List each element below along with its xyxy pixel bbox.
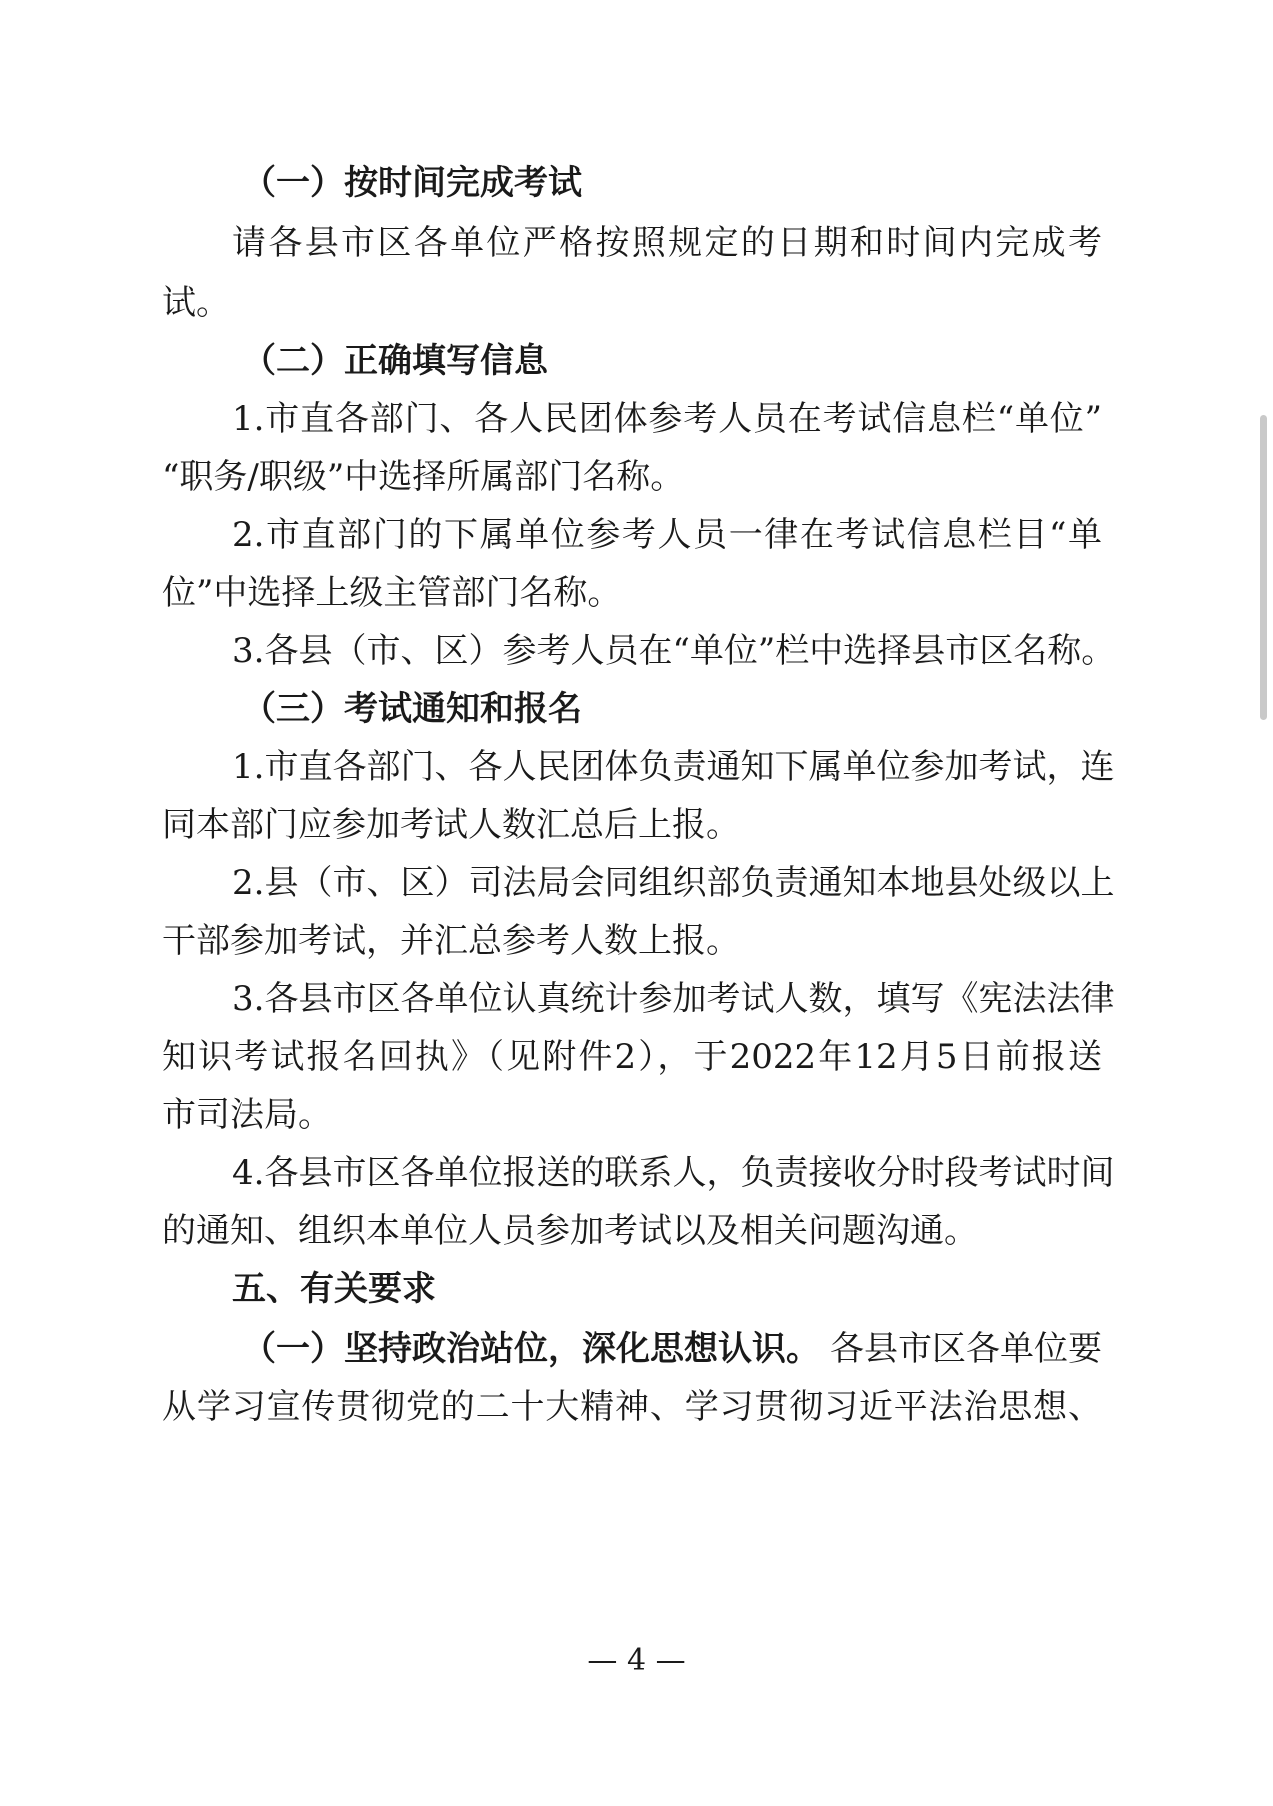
- paragraph-line: [242, 1329, 1102, 1369]
- bold-lead-in: （一）坚持政治站位，深化思想认识。: [242, 1329, 820, 1369]
- paragraph-line: 市司法局。: [162, 1095, 332, 1135]
- subheading-3: （三）考试通知和报名: [242, 689, 582, 729]
- paragraph-line: 从学习宣传贯彻党的二十大精神、学习贯彻习近平法治思想、: [162, 1387, 1102, 1427]
- paragraph-line: 请各县市区各单位严格按照规定的日期和时间内完成考: [232, 223, 1102, 263]
- subheading-2: （二）正确填写信息: [242, 341, 548, 381]
- scrollbar[interactable]: [1259, 0, 1273, 1806]
- paragraph-line: 3.各县市区各单位认真统计参加考试人数，填写《宪法法律: [232, 979, 1115, 1019]
- paragraph-line: 同本部门应参加考试人数汇总后上报。: [162, 805, 740, 845]
- paragraph-line-rest: 各县市区各单位要: [830, 1329, 1102, 1369]
- page-number: — 4 —: [587, 1643, 686, 1678]
- paragraph-line: 1.市直各部门、各人民团体负责通知下属单位参加考试，连: [232, 747, 1115, 787]
- paragraph-line: 位”中选择上级主管部门名称。: [162, 573, 622, 613]
- paragraph-line: 2.市直部门的下属单位参考人员一律在考试信息栏目“单: [232, 515, 1102, 555]
- paragraph-line: 知识考试报名回执》（见附件2），于2022年12月5日前报送: [162, 1037, 1102, 1077]
- paragraph-line: 4.各县市区各单位报送的联系人，负责接收分时段考试时间: [232, 1153, 1115, 1193]
- paragraph-line: 的通知、组织本单位人员参加考试以及相关问题沟通。: [162, 1211, 978, 1251]
- paragraph-line: 3.各县（市、区）参考人员在“单位”栏中选择县市区名称。: [232, 631, 1116, 671]
- section-heading-5: 五、有关要求: [232, 1269, 436, 1309]
- paragraph-line: 2.县（市、区）司法局会同组织部负责通知本地县处级以上: [232, 863, 1115, 903]
- scrollbar-thumb[interactable]: [1260, 415, 1267, 720]
- paragraph-line: 试。: [162, 283, 230, 323]
- paragraph-line: “职务/职级”中选择所属部门名称。: [162, 457, 685, 497]
- paragraph-line: 1.市直各部门、各人民团体参考人员在考试信息栏“单位”: [232, 399, 1102, 439]
- subheading-1: （一）按时间完成考试: [242, 163, 582, 203]
- paragraph-line: 干部参加考试，并汇总参考人数上报。: [162, 921, 740, 961]
